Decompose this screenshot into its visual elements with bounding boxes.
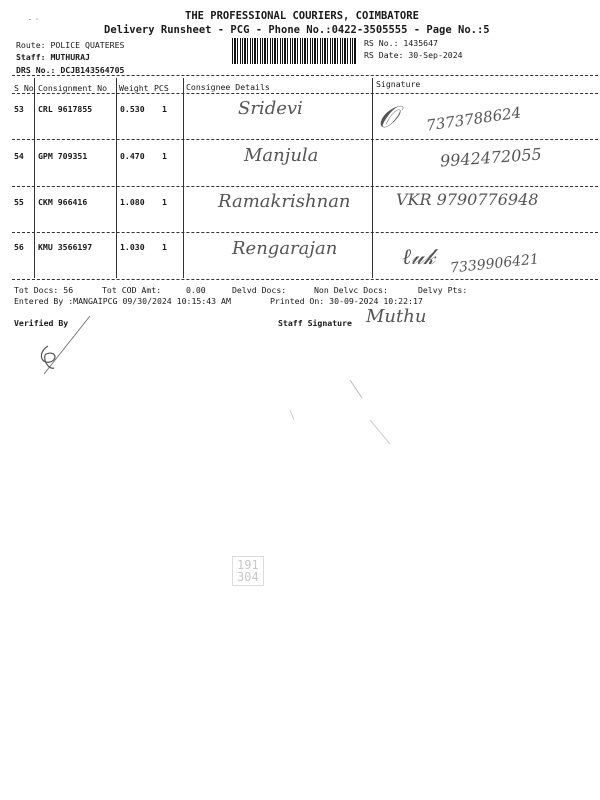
stamp-line: 191 (237, 558, 259, 572)
delivered-docs: Delvd Docs: (232, 285, 287, 295)
faint-scratch-icon (280, 360, 400, 450)
row-weight: 0.470 (120, 151, 145, 161)
delivery-points: Delvy Pts: (418, 285, 468, 295)
col-divider (372, 78, 373, 278)
table-bottom-rule (12, 279, 598, 280)
staff-label: Staff: MUTHURAJ (16, 52, 90, 62)
row-sno: 55 (14, 197, 24, 207)
entered-by: Entered By :MANGAIPCG 09/30/2024 10:15:43 AM (14, 296, 231, 306)
row-sno: 54 (14, 151, 24, 161)
row-rule-2 (12, 186, 598, 187)
runsheet-subtitle: Delivery Runsheet - PCG - Phone No.:0422-3505555 - Page No.:5 (104, 24, 490, 36)
header-consignment: Consignment No (38, 83, 108, 93)
row-rule-3 (12, 232, 598, 233)
route-label: Route: POLICE QUATERES (16, 40, 125, 50)
header-signature: Signature (376, 79, 421, 89)
signature-handwriting: VKR 9790776948 (396, 190, 539, 209)
drs-number: DRS No.: DCJB143564705 (16, 65, 125, 75)
printed-on: Printed On: 30-09-2024 10:22:17 (270, 296, 423, 306)
staff-signature-label: Staff Signature (278, 318, 352, 328)
signature-handwriting: 7339906421 (449, 251, 540, 277)
signature-scribble-icon: ℓ𝓊𝓀 (402, 245, 436, 270)
signature-handwriting: 9942472055 (439, 144, 543, 171)
faint-stamp (232, 556, 264, 586)
row-pcs: 1 (162, 104, 167, 114)
total-cod-value: 0.00 (186, 285, 206, 295)
row-consignment: GPM 709351 (38, 151, 88, 161)
col-divider (116, 78, 117, 278)
row-consignment: CKM 966416 (38, 197, 88, 207)
row-pcs: 1 (162, 197, 167, 207)
col-divider (34, 78, 35, 278)
rs-date: RS Date: 30-Sep-2024 (364, 50, 463, 60)
row-weight: 0.530 (120, 104, 145, 114)
barcode-icon (232, 38, 357, 64)
company-title: THE PROFESSIONAL COURIERS, COIMBATORE (185, 10, 419, 22)
header-sno: S No (14, 83, 34, 93)
row-consignment: CRL 9617855 (38, 104, 93, 114)
table-top-rule (12, 75, 598, 76)
row-rule-1 (12, 139, 598, 140)
signature-handwriting: 7373788624 (425, 103, 523, 135)
row-sno: 53 (14, 104, 24, 114)
total-cod-label: Tot COD Amt: (102, 285, 162, 295)
row-weight: 1.080 (120, 197, 145, 207)
row-pcs: 1 (162, 242, 167, 252)
rs-number: RS No.: 1435647 (364, 38, 438, 48)
header-consignee: Consignee Details (186, 82, 270, 92)
consignee-handwriting: Ramakrishnan (218, 191, 351, 212)
row-consignment: KMU 3566197 (38, 242, 93, 252)
col-divider (183, 78, 184, 278)
total-docs: Tot Docs: 56 (14, 285, 74, 295)
row-weight: 1.030 (120, 242, 145, 252)
staff-signature-handwriting: Muthu (366, 306, 427, 327)
table-header-rule (12, 93, 598, 94)
consignee-handwriting: Rengarajan (232, 238, 338, 259)
non-delivered-docs: Non Delvc Docs: (314, 285, 388, 295)
row-sno: 56 (14, 242, 24, 252)
row-pcs: 1 (162, 151, 167, 161)
verified-by-label: Verified By (14, 318, 69, 328)
stamp-line: 304 (237, 570, 259, 584)
consignee-handwriting: Manjula (244, 145, 319, 166)
signature-scribble-icon: 𝒪 (378, 100, 397, 135)
header-weight: Weight (119, 83, 149, 93)
consignee-handwriting: Sridevi (238, 98, 303, 119)
corner-mark-icon: ‐ · (28, 16, 39, 23)
header-pcs: PCS (154, 83, 169, 93)
verified-signature-icon (30, 312, 100, 382)
